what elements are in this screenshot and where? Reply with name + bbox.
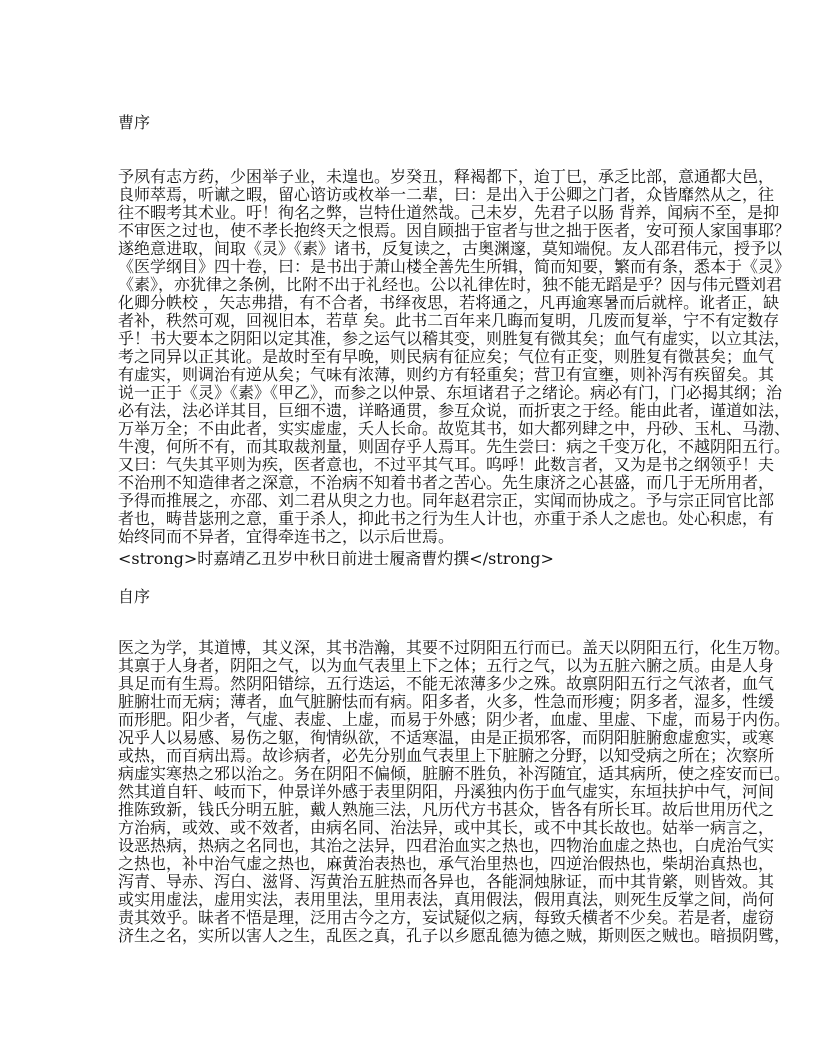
preface-cao-title: 曹序 [118, 113, 151, 132]
text-line: 医之为学，其道博，其义深，其书浩瀚，其要不过阴阳五行而已。盖天以阴阳五行，化生万物。 [118, 638, 791, 657]
text-line: 况乎人以易感、易伤之躯，徇情纵欲，不适寒温，由是正损邪客，而阴阳脏腑愈虚愈实，或寒 [118, 728, 775, 747]
text-line: 济生之名，实所以害人之生，乱医之真，孔子以乡愿乱德为德之贼，斯则医之贼也。暗损阴骘， [118, 926, 791, 945]
text-line: 者补，秩然可观，回视旧本，若草 矣。此书二百年来几晦而复明，几废而复举，宁不有定数存 [118, 311, 780, 330]
text-line: 具足而有生焉。然阴阳错综，五行迭运，不能无浓薄多少之殊。故禀阴阳五行之气浓者，血气 [118, 674, 775, 693]
preface-self-title: 自序 [118, 587, 151, 606]
text-line: 其禀于人身者，阴阳之气，以为血气表里上下之体；五行之气，以为五脏六腑之质。由是人身 [118, 656, 775, 675]
text-line: 泻青、导赤、泻白、滋肾、泻黄治五脏热而各异也，各能洞烛脉证，而中其肯綮，则皆效。其 [118, 872, 775, 891]
text-line: 又曰：气失其平则为疾，医者意也，不过平其气耳。呜呼！此数言者，又为是书之纲领乎！夫 [118, 455, 775, 474]
text-line: 始终同而不异者，宜得牵连书之，以示后世焉。 [118, 527, 455, 546]
text-line: 牛溲，何所不有，而其取裁剂量，则固存乎人焉耳。先生尝曰：病之千变万化，不越阴阳五行。 [118, 437, 791, 456]
text-line: 病虚实寒热之邪以治之。务在阴阳不偏倾，脏腑不胜负，补泻随宜，适其病所，使之痊安而已。 [118, 764, 791, 783]
text-line: 乎！书大要本之阴阳以定其准，参之运气以稽其变，则胜复有微其矣；血气有虚实，以立其法， [118, 329, 791, 348]
text-line: 说一正于《灵》《素》《甲乙》，而参之以仲景、东垣诸君子之绪论。病必有门，门必揭其纲；治 [118, 383, 783, 402]
text-line: 或热，而百病出焉。故诊病者，必先分别血气表里上下脏腑之分野，以知受病之所在；次察所 [118, 746, 775, 765]
text-line: 良师萃焉，听谳之暇，留心谘访或枚举一二辈，曰：是出入于公卿之门者，众皆靡然从之，往 [118, 185, 775, 204]
preface-self-body [118, 639, 790, 945]
text-line: 设恶热病，热病之名同也，其治之法异，四君治血实之热也，四物治血虚之热也，白虎治气实 [118, 836, 775, 855]
text-line: 不治刑不知造律者之深意，不治病不知着书者之苦心。先生康济之心甚盛，而几于无所用者， [118, 473, 775, 492]
text-line: 脏腑壮而无病；薄者，血气脏腑怯而有病。阳多者，火多，性急而形瘦；阴多者，湿多，性缓 [118, 692, 775, 711]
text-line: 不审医之过也，使不孝长抱终天之恨焉。因自顾拙于宦者与世之拙于医者，安可预人家国事耶？ [118, 221, 791, 240]
text-line: 之热也，补中治气虚之热也，麻黄治表热也，承气治里热也，四逆治假热也，柴胡治真热也， [118, 854, 775, 873]
text-line: 然其道自轩、岐而下，仲景详外感于表里阴阳，丹溪独内伤于血气虚实，东垣扶护中气，河间 [118, 782, 775, 801]
text-line: 推陈致新，钱氏分明五脏，戴人熟施三法，凡历代方书甚众，皆各有所长耳。故后世用历代之 [118, 800, 775, 819]
text-line: 者也，畴昔毖刑之意，重于杀人，抑此书之行为生人计也，亦重于杀人之虑也。处心积虑，有 [118, 509, 775, 528]
text-line: 予得而推展之，亦邵、刘二君从臾之力也。同年赵君宗正，实闻而协成之。予与宗正同官比部 [118, 491, 775, 510]
text-line: 方治病，或效、或不效者，由病名同、治法异，或中其长，或不中其长故也。姑举一病言之， [118, 818, 775, 837]
text-line: 往不暇考其术业。吁！徇名之弊，岂特仕道然哉。己未岁，先君子以肠 背养，闻病不至，是抑 [118, 203, 780, 222]
preface-cao-body [118, 168, 790, 546]
text-line: 有虚实，则调治有逆从矣；气味有浓薄，则约方有轻重矣；营卫有宣壅，则补泻有疾留矣。其 [118, 365, 775, 384]
text-line: 万举万全；不由此者，实实虚虚，夭人长命。故览其书，如大都列肆之中，丹砂、玉札、马渤、 [118, 419, 791, 438]
text-line: 必有法，法必详其目，巨细不遗，详略通贯，参互众说，而折衷之于经。能由此者，谨道如法， [118, 401, 791, 420]
text-line: 或实用虚法，虚用实法，表用里法，里用表法，真用假法，假用真法，则死生反掌之间，尚何 [118, 890, 775, 909]
text-line: 《素》，亦犹律之条例，比附不出于礼经也。公以礼律佐时，独不能无蹈是乎？因与伟元暨刘君 [118, 275, 783, 294]
preface-cao-signature: <strong>时嘉靖乙丑岁中秋日前进士履斋曹灼撰</strong> [118, 549, 554, 568]
text-line: 责其效乎。昧者不悟是理，泛用古今之方，妄试疑似之病，每致夭横者不少矣。若是者，虚窃 [118, 908, 775, 927]
text-line: 考之同异以正其讹。是故时至有早晚，则民病有征应矣；气位有正变，则胜复有微甚矣；血气 [118, 347, 775, 366]
text-line: 而形肥。阳少者，气虚、表虚、上虚，而易于外感；阴少者，血虚、里虚、下虚，而易于内伤。 [118, 710, 791, 729]
text-line: 予夙有志方药，少困举子业，未遑也。岁癸丑，释褐都下，迨丁巳，承乏比部，意通都大邑， [118, 167, 775, 186]
text-line: 化卿分帙校 ，矢志弗措，有不合者，书绎夜思，若将通之，凡再逾寒暑而后就梓。讹者正，缺 [118, 293, 780, 312]
text-line: 《医学纲目》四十卷，曰：是书出于萧山楼全善先生所辑，简而知要，繁而有条，悉本于《灵》 [118, 257, 791, 276]
text-line: 遂绝意进取，间取《灵》《素》诸书，反复读之，古奥渊邃，莫知端倪。友人邵君伟元，授予以 [118, 239, 783, 258]
